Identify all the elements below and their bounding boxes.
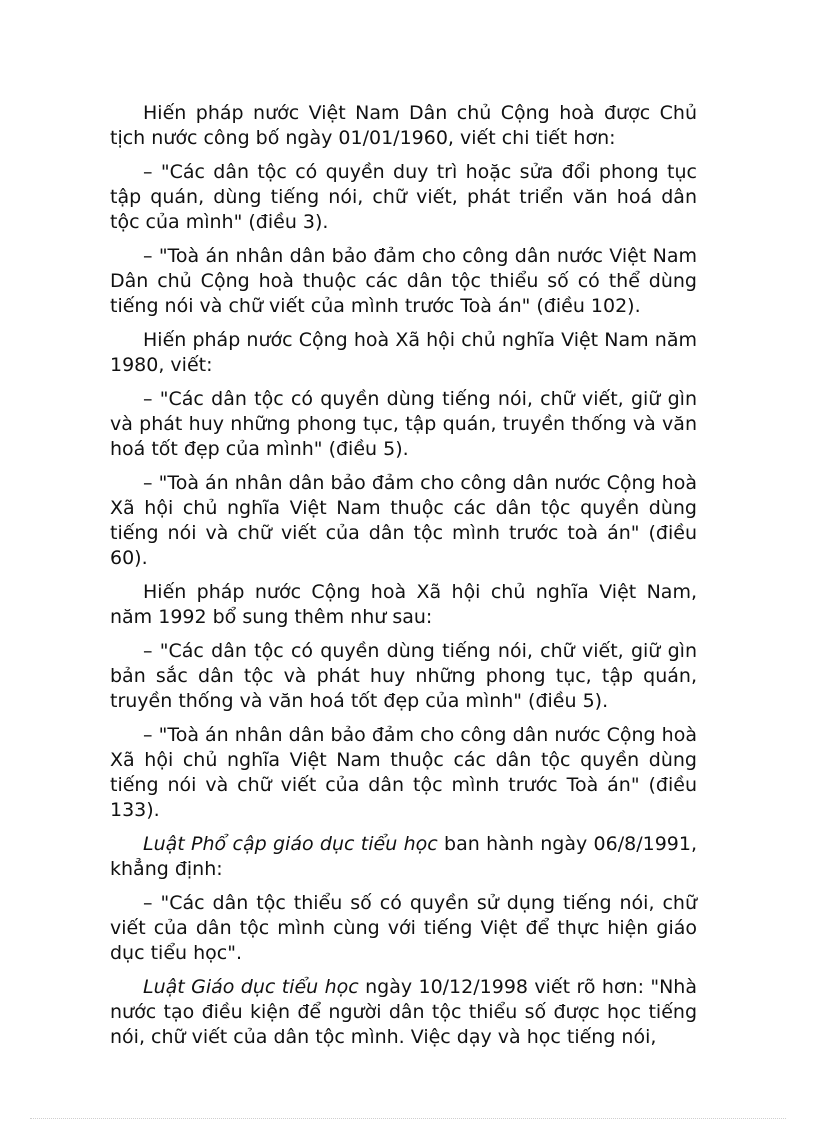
paragraph-text: – "Các dân tộc có quyền dùng tiếng nói, chữ viết, giữ gìn và phát huy những phong tục, tập quán, truyền thống và văn hoá tốt đẹp của mình" (điều 5).: [110, 388, 697, 460]
paragraph-constitution-1980: [110, 328, 697, 378]
quote-article-5-1992: [110, 639, 697, 714]
quote-article-3: [110, 160, 697, 235]
paragraph-education-law-1998: [110, 975, 697, 1050]
paragraph-text: – "Các dân tộc có quyền dùng tiếng nói, chữ viết, giữ gìn bản sắc dân tộc và phát huy những phong tục, tập quán, truyền thống và văn hoá tốt đẹp của mình" (điều 5).: [110, 640, 697, 712]
paragraph-text: – "Toà án nhân dân bảo đảm cho công dân nước Việt Nam Dân chủ Cộng hoà thuộc các dân tộc thiểu số có thể dùng tiếng nói và chữ viết của mình trước Toà án" (điều 102).: [110, 245, 697, 317]
paragraph-text: Hiến pháp nước Cộng hoà Xã hội chủ nghĩa Việt Nam, năm 1992 bổ sung thêm như sau:: [110, 581, 697, 628]
law-title: Luật Giáo dục tiểu học: [143, 976, 359, 998]
quote-article-60: [110, 471, 697, 571]
paragraph-primary-education-law: [110, 832, 697, 882]
body-text: [110, 101, 697, 1059]
quote-article-102: [110, 244, 697, 319]
page-bottom-divider: [30, 1118, 786, 1119]
paragraph-constitution-1960: [110, 101, 697, 151]
paragraph-text: – "Toà án nhân dân bảo đảm cho công dân nước Cộng hoà Xã hội chủ nghĩa Việt Nam thuộc các dân tộc quyền dùng tiếng nói và chữ viết của dân tộc mình trước toà án" (điều 60).: [110, 472, 697, 569]
paragraph-text: Hiến pháp nước Cộng hoà Xã hội chủ nghĩa Việt Nam năm 1980, viết:: [110, 329, 697, 376]
paragraph-text: ban hành ngày 06/8/1991, khẳng định:: [110, 833, 698, 880]
law-title: Luật Phổ cập giáo dục tiểu học: [143, 833, 438, 855]
quote-primary-education-law: [110, 891, 697, 966]
paragraph-text: ngày 10/12/1998 viết rõ hơn: "Nhà nước tạo điều kiện để người dân tộc thiểu số được học tiếng nói, chữ viết của dân tộc mình. Việc dạy và học tiếng nói,: [110, 976, 697, 1048]
quote-article-5-1980: [110, 387, 697, 462]
paragraph-constitution-1992: [110, 580, 697, 630]
paragraph-text: Hiến pháp nước Việt Nam Dân chủ Cộng hoà được Chủ tịch nước công bố ngày 01/01/1960, viết chi tiết hơn:: [110, 102, 697, 149]
paragraph-text: – "Các dân tộc có quyền duy trì hoặc sửa đổi phong tục tập quán, dùng tiếng nói, chữ viết, phát triển văn hoá dân tộc của mình" (điều 3).: [110, 161, 697, 233]
paragraph-text: – "Toà án nhân dân bảo đảm cho công dân nước Cộng hoà Xã hội chủ nghĩa Việt Nam thuộc các dân tộc quyền dùng tiếng nói và chữ viết của dân tộc mình trước Toà án" (điều 133).: [110, 724, 697, 821]
quote-article-133: [110, 723, 697, 823]
paragraph-text: – "Các dân tộc thiểu số có quyền sử dụng tiếng nói, chữ viết của dân tộc mình cùng với tiếng Việt để thực hiện giáo dục tiểu học".: [110, 892, 697, 964]
